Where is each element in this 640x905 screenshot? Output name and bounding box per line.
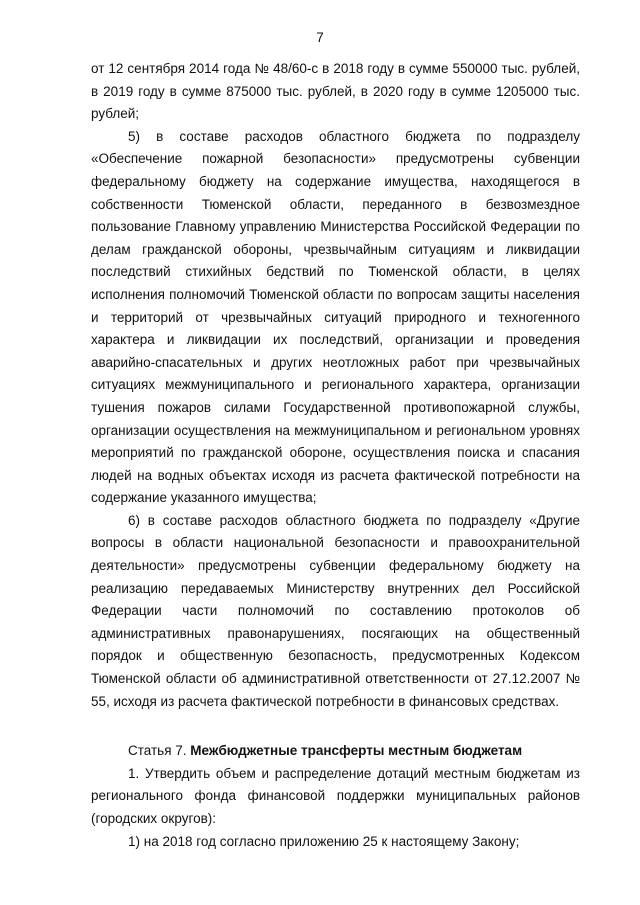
article-paragraph-1: 1. Утвердить объем и распределение дотаций местным бюджетам из регионального фонда финансовой поддержки муниципальных районов (городских округов): [91,765,580,826]
paragraph-continuation: от 12 сентября 2014 года № 48/60-с в 2018 году в сумме 550000 тыс. рублей, в 2019 году в сумме 875000 тыс. рублей, в 2020 году в сумме 1205000 тыс. рублей; [91,61,580,122]
paragraph-item-6: 6) в составе расходов областного бюджета по подразделу «Другие вопросы в области национальной безопасности и правоохранительной деятельности» предусмотрены субвенции федеральному бюджету на реализацию передаваемых Министерству внутренних дел Российской Федерации части полномочий по составлению протоколов об административных правонарушениях, посягающих на общественный порядок и общественную безопасность, предусмотренных Кодексом Тюменской области об административной ответственности от 27.12.2007 № 55, исходя из расчета фактической потребности в финансовых средствах. [91,512,580,709]
page-number: 7 [316,30,324,45]
article-heading [91,740,580,763]
article-label: Статья 7. [128,743,187,759]
article-title: Межбюджетные трансферты местным бюджетам [190,743,523,759]
document-body [91,58,580,853]
article-subitem-1: 1) на 2018 год согласно приложению 25 к настоящему Закону; [128,833,520,849]
paragraph-item-5: 5) в составе расходов областного бюджета по подразделу «Обеспечение пожарной безопасности» предусмотрены субвенции федеральному бюджету на содержание имущества, находящегося в собственности Тюменской области, переданного в безвозмездное пользование Главному управлению Министерства Российской Федерации по делам гражданской обороны, чрезвычайным ситуациям и ликвидации последствий стихийных бедствий по Тюменской области, в целях исполнения полномочий Тюменской области по вопросам защиты населения и территорий от чрезвычайных ситуаций природного и техногенного характера и ликвидации их последствий, организации и проведения аварийно-спасательных и других неотложных работ при чрезвычайных ситуациях межмуниципального и регионального характера, организации тушения пожаров силами Государственной противопожарной службы, организации осуществления на межмуниципальном и региональном уровнях мероприятий по гражданской обороне, осуществления поиска и спасания людей на водных объектах исходя из расчета фактической потребности на содержание указанного имущества; [91,128,580,506]
